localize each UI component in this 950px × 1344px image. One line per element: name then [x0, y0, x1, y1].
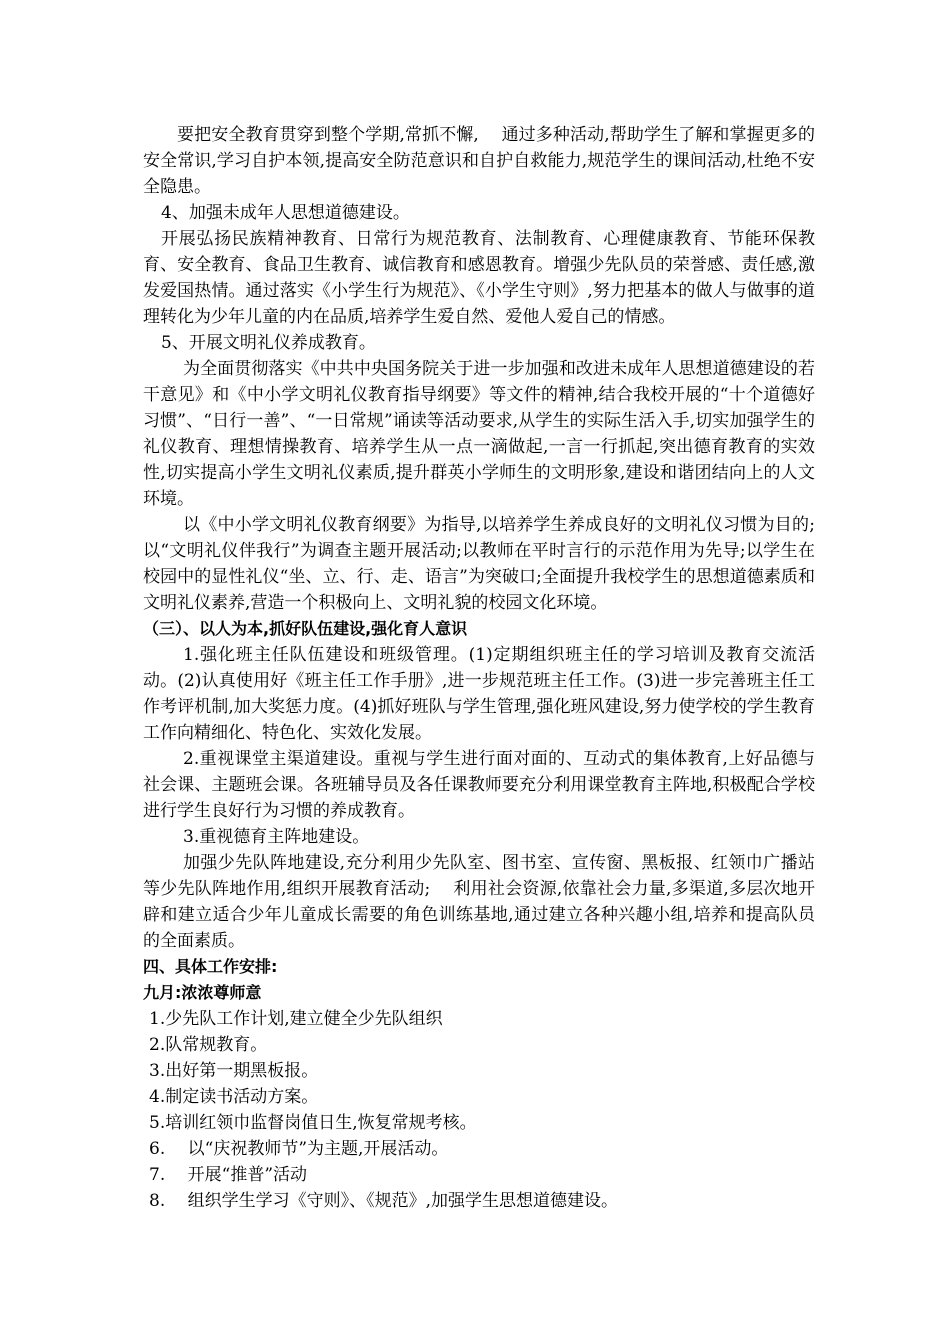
september-task-list — [143, 1006, 815, 1214]
section-heading-4: 四、具体工作安排: — [143, 957, 278, 976]
list-item: 7. 开展“推普”活动 — [149, 1165, 308, 1185]
list-item: 1.少先队工作计划,建立健全少先队组织 — [149, 1009, 443, 1029]
paragraph-guideline: 以《中小学文明礼仪教育纲要》为指导,以培养学生养成良好的文明礼仪习惯为目的;以“文明礼仪伴我行”为调查主题开展活动;以教师在平时言行的示范作用为先导;以学生在校园中的显性礼仪“坐、立、行、走、语言”为突破口;全面提升我校学生的思想道德素质和文明礼仪素养,营造一个积极向上、文明礼貌的校园文化环境。 — [143, 515, 815, 613]
heading-item-5: 5、开展文明礼仪养成教育。 — [161, 333, 376, 353]
month-heading-september: 九月:浓浓尊师意 — [143, 983, 262, 1002]
list-item: 4.制定读书活动方案。 — [149, 1087, 319, 1107]
paragraph-moral: 开展弘扬民族精神教育、日常行为规范教育、法制教育、心理健康教育、节能环保教育、安全教育、食品卫生教育、诚信教育和感恩教育。增强少先队员的荣誉感、责任感,激发爱国热情。通过落实《小学生行为规范》、《小学生守则》,努力把基本的做人与做事的道理转化为少年儿童的内在品质,培养学生爱自然、爱他人爱自己的情感。 — [143, 229, 815, 327]
paragraph-teacher-team: 1.强化班主任队伍建设和班级管理。(1)定期组织班主任的学习培训及教育交流活动。(2)认真使用好《班主任工作手册》,进一步规范班主任工作。(3)进一步完善班主任工作考评机制,加大奖惩力度。(4)抓好班队与学生管理,强化班风建设,努力使学校的学生教育工作向精细化、特色化、实效化发展。 — [143, 645, 815, 743]
heading-item-4: 4、加强未成年人思想道德建设。 — [161, 203, 410, 223]
document-page — [143, 122, 815, 1214]
paragraph-classroom: 2.重视课堂主渠道建设。重视与学生进行面对面的、互动式的集体教育,上好品德与社会课、主题班会课。各班辅导员及各任课教师要充分利用课堂教育主阵地,积极配合学校进行学生良好行为习惯的养成教育。 — [143, 749, 815, 821]
heading-moral-base: 3.重视德育主阵地建设。 — [183, 827, 370, 847]
list-item: 8. 组织学生学习《守则》、《规范》,加强学生思想道德建设。 — [149, 1191, 619, 1211]
paragraph-etiquette: 为全面贯彻落实《中共中央国务院关于进一步加强和改进未成年人思想道德建设的若干意见》和《中小学文明礼仪教育指导纲要》等文件的精神,结合我校开展的“十个道德好习惯”、“日行一善”、“一日常规”诵读等活动要求,从学生的实际生活入手,切实加强学生的礼仪教育、理想情操教育、培养学生从一点一滴做起,一言一行抓起,突出德育教育的实效性,切实提高小学生文明礼仪素质,提升群英小学师生的文明形象,建设和谐团结向上的人文环境。 — [143, 359, 815, 509]
section-heading-3: （三）、以人为本,抓好队伍建设,强化育人意识 — [143, 619, 468, 638]
list-item: 5.培训红领巾监督岗值日生,恢复常规考核。 — [149, 1113, 477, 1133]
list-item: 2.队常规教育。 — [149, 1035, 268, 1055]
paragraph-safety: 要把安全教育贯穿到整个学期,常抓不懈, 通过多种活动,帮助学生了解和掌握更多的安全常识,学习自护本领,提高安全防范意识和自护自救能力,规范学生的课间活动,杜绝不安全隐患。 — [143, 125, 815, 197]
list-item: 3.出好第一期黑板报。 — [149, 1061, 319, 1081]
list-item: 6. 以“庆祝教师节”为主题,开展活动。 — [149, 1139, 449, 1159]
paragraph-pioneer-base: 加强少先队阵地建设,充分利用少先队室、图书室、宣传窗、黑板报、红领巾广播站等少先队阵地作用,组织开展教育活动; 利用社会资源,依靠社会力量,多渠道,多层次地开辟和建立适合少年儿童成长需要的角色训练基地,通过建立各种兴趣小组,培养和提高队员的全面素质。 — [143, 853, 815, 951]
